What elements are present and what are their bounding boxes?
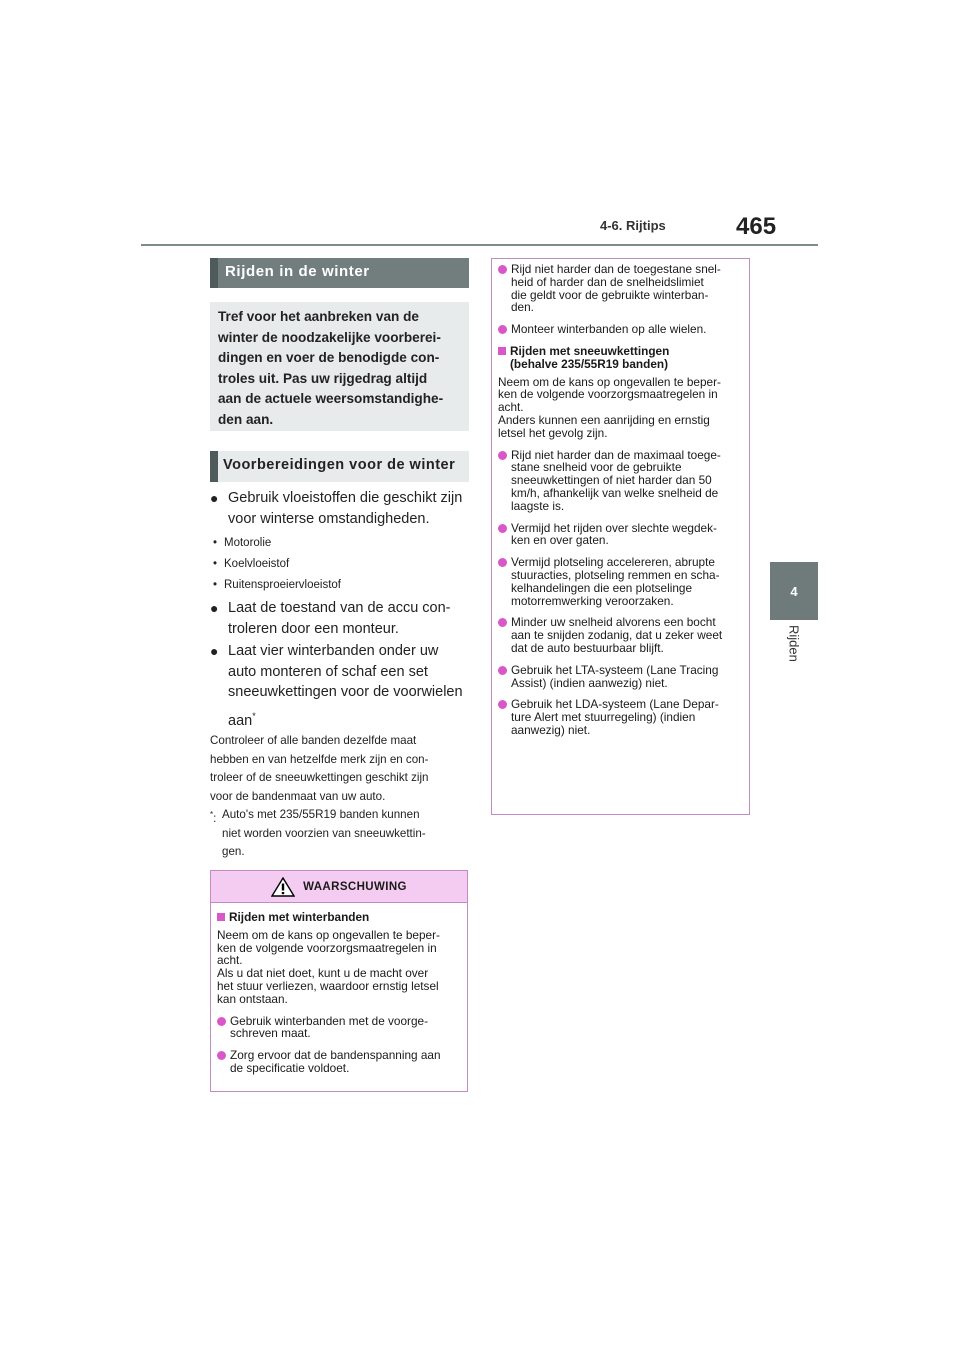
warning-triangle-icon xyxy=(271,877,295,897)
bullet-tires: ● Laat vier winterbanden onder uw auto monteren of schaf een set sneeuwkettingen voor de voorwielen aan* xyxy=(210,643,463,729)
warning-heading: Rijden met sneeuwkettingen (behalve 235/55R19 banden) xyxy=(498,345,743,371)
intro-box xyxy=(210,302,469,431)
fluids-list xyxy=(213,533,341,596)
warning-item: Rijd niet harder dan de maximaal toege- stane snelheid voor de gebruikte sneeuwkettingen of niet harder dan 50 km/h, afhankelijk van welke snelheid de laagste is. xyxy=(498,449,743,513)
intro-line: Tref voor het aanbreken van de xyxy=(218,309,419,324)
chapter-number: 4 xyxy=(790,583,798,599)
intro-line: dingen en voer de benodigde con- xyxy=(218,350,440,365)
warning-item: Monteer winterbanden op alle wielen. xyxy=(498,323,743,336)
footnote-ref: * xyxy=(252,710,256,721)
intro-line: aan de actuele weersomstandighe- xyxy=(218,391,444,406)
bullet-battery: ● Laat de toestand van de accu con- troleren door een monteur. xyxy=(210,600,451,637)
warning-paragraph: Neem om de kans op ongevallen te beper- ken de volgende voorzorgsmaatregelen in acht. Als u dat niet doet, kunt u de macht over het stuur verliezen, waardoor ernstig letsel kan ontstaan. xyxy=(217,927,440,1006)
subsection-heading: Voorbereidingen voor de winter xyxy=(210,451,469,482)
warning-item: Vermijd plotseling accelereren, abrupte stuuracties, plotseling remmen en scha- kelhandelingen die een plotselinge motorremwerking veroorzaken. xyxy=(498,556,743,607)
warning-item: Zorg ervoor dat de bandenspanning aan de specificatie voldoet. xyxy=(217,1049,461,1075)
bullet-fluids: ● Gebruik vloeistoffen die geschikt zijn voor winterse omstandigheden. xyxy=(210,490,463,527)
warning-paragraph: Neem om de kans op ongevallen te beper- ken de volgende voorzorgsmaatregelen in acht. Anders kunnen een aanrijding en ernstig letsel het gevolg zijn. xyxy=(498,374,721,440)
page-number: 465 xyxy=(736,213,777,240)
warning-title: WAARSCHUWING xyxy=(303,880,407,893)
warning-item: Vermijd het rijden over slechte wegdek- ken en over gaten. xyxy=(498,522,743,548)
warning-item: Rijd niet harder dan de toegestane snel- heid of harder dan de snelheidslimiet die geldt voor de gebruikte winterban- den. xyxy=(498,263,743,314)
header-rule xyxy=(141,244,818,246)
warning-box xyxy=(210,870,468,1092)
intro-line: troles uit. Pas uw rijgedrag altijd xyxy=(218,370,428,386)
footnote-mark: * xyxy=(210,810,214,819)
warning-item: Gebruik het LDA-systeem (Lane Depar- ture Alert met stuurregeling) (indien aanwezig) niet. xyxy=(498,698,743,736)
chapter-label: Rijden xyxy=(786,625,802,662)
list-item: • Koelvloeistof xyxy=(213,554,341,575)
intro-line: den aan. xyxy=(218,411,274,427)
warning-item: Minder uw snelheid alvorens een bocht aan te snijden zodanig, dat u zeker weet dat de auto bestuurbaar blijft. xyxy=(498,616,743,654)
warning-heading: Rijden met winterbanden xyxy=(217,911,461,924)
warning-continued-box xyxy=(491,258,750,815)
section-title: 4-6. Rijtips xyxy=(600,218,666,233)
note-paragraph: Controleer of alle banden dezelfde maat hebben en van hetzelfde merk zijn en con- troleer of de sneeuwkettingen geschikt zijn voor de bandenmaat van uw auto. xyxy=(210,734,429,803)
warning-item: Gebruik het LTA-systeem (Lane Tracing Assist) (indien aanwezig) niet. xyxy=(498,664,743,690)
list-item: • Ruitensproeiervloeistof xyxy=(213,575,341,596)
footnote: *: Auto's met 235/55R19 banden kunnen niet worden voorzien van sneeuwkettin- gen. xyxy=(210,808,426,858)
intro-line: winter de noodzakelijke voorberei- xyxy=(218,329,441,345)
bullet-dot-icon: ● xyxy=(210,490,219,506)
warning-item: Gebruik winterbanden met de voorge- schreven maat. xyxy=(217,1015,461,1041)
warning-header xyxy=(211,871,467,903)
list-item: • Motorolie xyxy=(213,533,341,554)
bullet-dot-icon: ● xyxy=(210,600,219,616)
section-heading: Rijden in de winter xyxy=(210,258,469,288)
bullet-dot-icon: ● xyxy=(210,643,219,659)
chapter-tab xyxy=(770,562,818,620)
